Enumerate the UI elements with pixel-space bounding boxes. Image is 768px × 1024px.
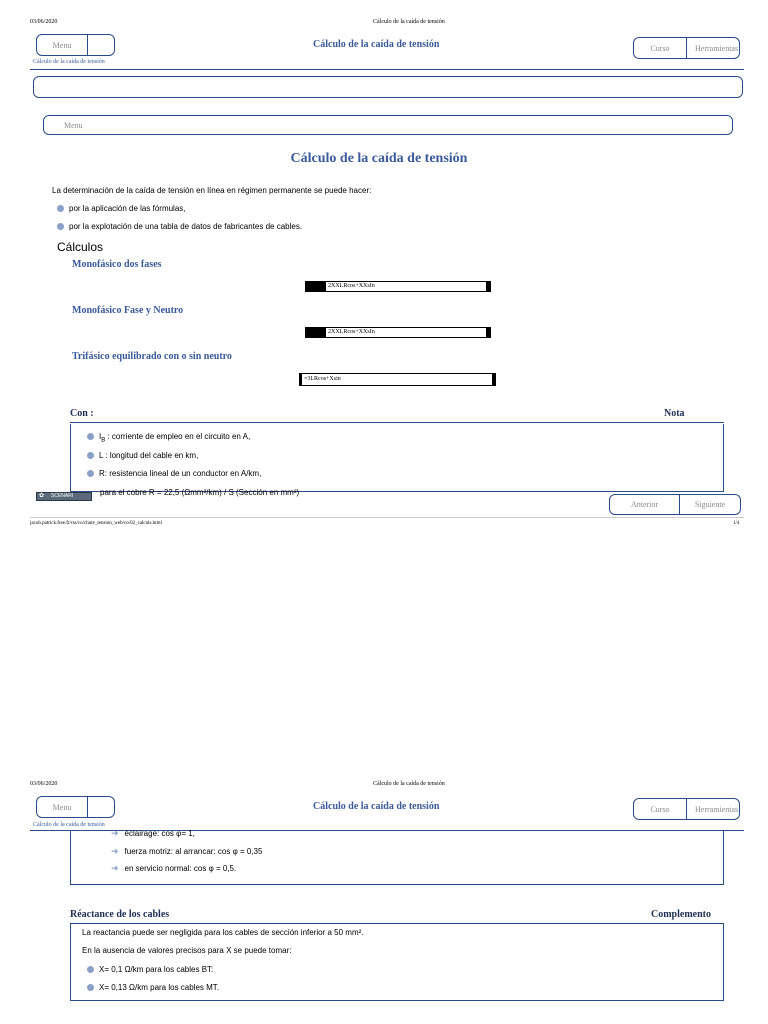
inner-menu-label: Menu bbox=[64, 120, 83, 130]
formula-text: =3LRcos+Xsin bbox=[302, 374, 492, 385]
bullet-item bbox=[57, 204, 186, 213]
scenari-label: SCENARI bbox=[51, 493, 74, 499]
anterior-button[interactable] bbox=[609, 494, 680, 515]
curso-button[interactable] bbox=[633, 37, 687, 59]
menu-toggle-button[interactable] bbox=[87, 796, 115, 818]
herramientas-button[interactable] bbox=[686, 798, 740, 820]
formula-text: 2XXLRcos+XXsIn bbox=[326, 328, 486, 337]
list-item: R: resistencia lineal de un conductor en A/km, bbox=[87, 469, 261, 478]
formula-text: 2XXLRcos+XXsIn bbox=[326, 282, 486, 291]
intro-text: La determinación de la caída de tensión en línea en régimen permanente se puede hacer: bbox=[52, 186, 372, 195]
breadcrumb[interactable]: Cálculo de la caída de tensión bbox=[33, 822, 105, 828]
menu-toggle-button[interactable] bbox=[87, 34, 115, 56]
inner-menu-button[interactable] bbox=[43, 115, 733, 135]
con-box bbox=[70, 424, 724, 492]
overflow-text: para el cobre R = 22,5 (Ωmm²/km) / S (Sección en mm²) bbox=[100, 488, 300, 497]
formula-image bbox=[305, 281, 491, 292]
footer-divider bbox=[30, 517, 744, 518]
bullet-icon bbox=[87, 470, 94, 477]
menu-button[interactable] bbox=[36, 796, 88, 818]
list-item: L : longitud del cable en km, bbox=[87, 451, 198, 460]
bullet-icon bbox=[87, 966, 94, 973]
bullet-icon bbox=[87, 433, 94, 440]
bullet-icon bbox=[87, 452, 94, 459]
footer-url: jacob.patrick.free.fr/rss/co/chute_tension_web/co/02_calculs.html bbox=[30, 521, 162, 526]
toolbar-title: Cálculo de la caída de tensión bbox=[313, 801, 440, 812]
list-item: X= 0,1 Ω/km para los cables BT: bbox=[87, 965, 213, 974]
main-title: Cálculo de la caída de tensión bbox=[290, 151, 468, 166]
reactance-title: Réactance de los cables bbox=[70, 909, 170, 920]
footer-page-number: 1/4 bbox=[733, 521, 740, 526]
list-item: $I_B$ : corriente de empleo en el circuito en A, bbox=[87, 432, 250, 444]
complemento-label[interactable]: Complemento bbox=[651, 909, 711, 920]
siguiente-label: Siguiente bbox=[694, 500, 726, 509]
reactance-box bbox=[70, 923, 724, 1001]
con-divider bbox=[70, 422, 724, 423]
print-date: 03/06/2020 bbox=[30, 19, 58, 25]
bullet-item bbox=[57, 222, 302, 231]
con-label: Con : bbox=[70, 408, 94, 419]
search-bar[interactable] bbox=[33, 76, 743, 98]
arrow-icon: ➜ bbox=[111, 828, 119, 838]
reactance-text: En la ausencia de valores precisos para X se puede tomar: bbox=[82, 946, 292, 955]
siguiente-button[interactable] bbox=[679, 494, 741, 515]
bullet-icon bbox=[57, 205, 64, 212]
toolbar-title: Cálculo de la caída de tensión bbox=[313, 39, 440, 50]
arrow-icon: ➜ bbox=[111, 846, 119, 856]
reactance-text: La reactancia puede ser negligida para los cables de sección inferior a 50 mm². bbox=[82, 928, 364, 937]
continued-box bbox=[70, 828, 724, 885]
bullet-text: por la aplicación de las fórmulas, bbox=[69, 204, 186, 213]
menu-button-label: Menu bbox=[52, 40, 72, 50]
menu-button-label: Menu bbox=[52, 802, 72, 812]
list-item: ➜ fuerza motriz: al arrancar: cos φ = 0,35 bbox=[111, 846, 263, 856]
toolbar-divider bbox=[30, 69, 744, 70]
menu-button[interactable] bbox=[36, 34, 88, 56]
print-title: Cálculo de la caída de tensión bbox=[373, 19, 445, 25]
calculos-heading: Cálculos bbox=[57, 240, 104, 254]
bullet-icon bbox=[87, 984, 94, 991]
scenari-logo-icon: ✿ bbox=[39, 493, 45, 499]
scenari-badge[interactable] bbox=[36, 492, 92, 501]
list-item: ➜ en servicio normal: cos φ = 0,5. bbox=[111, 863, 237, 873]
nota-label[interactable]: Nota bbox=[664, 408, 685, 419]
herramientas-button-label: Herramientas bbox=[695, 804, 739, 814]
arrow-icon: ➜ bbox=[111, 863, 119, 873]
bullet-text: por la explotación de una tabla de datos de fabricantes de cables. bbox=[69, 222, 303, 231]
print-title: Cálculo de la caída de tensión bbox=[373, 781, 445, 787]
curso-button[interactable] bbox=[633, 798, 687, 820]
section-title-monofasico: Monofásico dos fases bbox=[72, 259, 162, 270]
anterior-label: Anterior bbox=[630, 500, 659, 509]
section-title-trifasico: Trifásico equilibrado con o sin neutro bbox=[72, 351, 232, 362]
herramientas-button[interactable] bbox=[686, 37, 740, 59]
herramientas-button-label: Herramientas bbox=[695, 43, 739, 53]
formula-image bbox=[305, 327, 491, 338]
breadcrumb[interactable]: Cálculo de la caída de tensión bbox=[33, 59, 105, 65]
curso-button-label: Curso bbox=[650, 43, 670, 53]
curso-button-label: Curso bbox=[650, 804, 670, 814]
list-item: ➜ éclairage: cos φ= 1, bbox=[111, 828, 195, 838]
bullet-icon bbox=[57, 223, 64, 230]
list-item: X= 0,13 Ω/km para los cables MT. bbox=[87, 983, 219, 992]
formula-image bbox=[299, 373, 496, 386]
print-date: 03/06/2020 bbox=[30, 781, 58, 787]
section-title-fase-neutro: Monofásico Fase y Neutro bbox=[72, 305, 184, 316]
